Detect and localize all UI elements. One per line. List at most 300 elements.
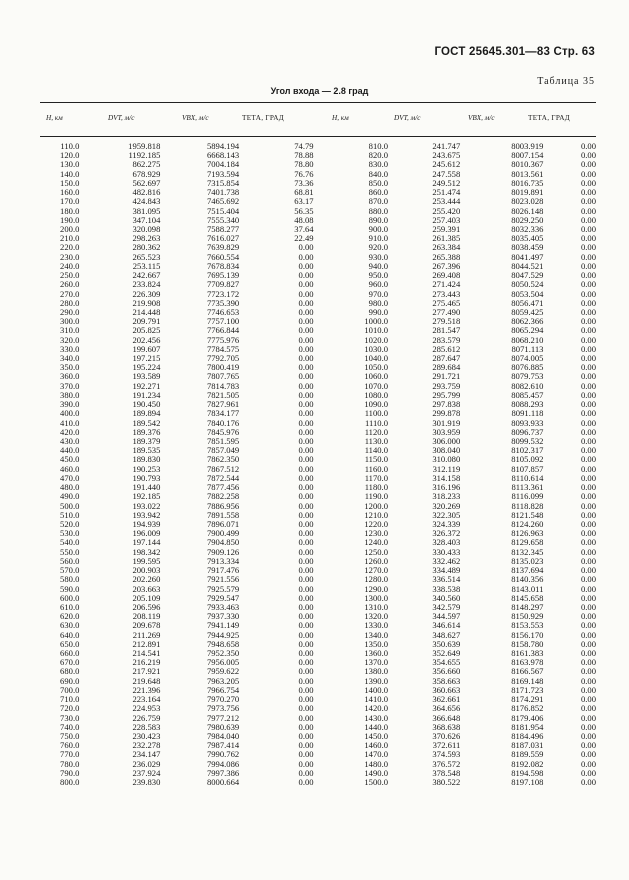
cell-teta-1: 48.08 [294,214,314,225]
cell-h-1: 270.0 [60,288,80,299]
cell-teta-1: 0.00 [298,343,314,354]
cell-teta-1: 0.00 [298,648,314,659]
cell-teta-2: 0.00 [580,270,596,281]
cell-h-1: 380.0 [60,389,80,400]
cell-h-1: 470.0 [60,472,80,483]
cell-dvt-2: 277.490 [432,306,461,317]
cell-vbx-1: 7952.350 [206,648,240,659]
cell-vbx-1: 7465.692 [206,196,240,207]
cell-dvt-1: 197.144 [132,537,161,548]
cell-h-1: 300.0 [60,316,80,327]
cell-vbx-1: 7821.505 [206,389,240,400]
cell-h-1: 530.0 [60,528,80,539]
cell-dvt-1: 265.523 [132,251,161,262]
cell-dvt-2: 279.518 [432,316,461,327]
cell-vbx-2: 8007.154 [511,150,544,161]
cell-h-1: 520.0 [60,518,80,529]
cell-teta-2: 0.00 [580,463,596,474]
cell-h-1: 660.0 [60,648,80,659]
cell-teta-1: 0.00 [298,325,314,336]
cell-dvt-1: 198.342 [132,546,161,557]
cell-vbx-1: 7834.177 [206,408,240,419]
cell-h-1: 210.0 [60,233,80,244]
cell-dvt-1: 1192.185 [128,150,161,161]
cell-h-2: 1460.0 [364,740,389,751]
cell-h-1: 140.0 [60,168,80,179]
cell-vbx-2: 8110.614 [511,472,544,483]
cell-vbx-2: 8047.529 [511,270,544,281]
cell-dvt-1: 192.185 [132,491,161,502]
cell-h-1: 360.0 [60,371,80,382]
cell-h-2: 1020.0 [364,334,389,345]
cell-teta-2: 0.00 [580,251,596,262]
cell-vbx-2: 8166.567 [511,666,544,677]
cell-teta-1: 0.00 [298,279,314,290]
cell-dvt-1: 189.376 [132,426,161,437]
cell-dvt-2: 380.522 [432,777,461,788]
cell-dvt-1: 209.791 [132,316,161,327]
cell-vbx-2: 8035.405 [511,233,544,244]
cell-vbx-2: 8169.148 [511,675,544,686]
cell-vbx-1: 7639.829 [206,242,240,253]
cell-dvt-2: 368.638 [432,721,461,732]
cell-dvt-1: 197.215 [132,353,161,364]
cell-dvt-2: 251.474 [432,187,461,198]
cell-h-1: 340.0 [60,353,80,364]
cell-teta-1: 0.00 [298,657,314,668]
cell-dvt-1: 424.843 [132,196,161,207]
cell-vbx-2: 8153.553 [511,620,544,631]
cell-dvt-1: 191.234 [132,389,161,400]
cell-dvt-1: 205.109 [132,592,161,603]
cell-dvt-2: 285.612 [432,343,461,354]
cell-h-2: 1190.0 [364,491,389,502]
cell-teta-2: 0.00 [580,242,596,253]
cell-vbx-2: 8197.108 [511,777,544,788]
cell-dvt-2: 273.443 [432,288,461,299]
cell-vbx-1: 7723.172 [206,288,240,299]
cell-teta-1: 74.79 [294,141,314,151]
cell-h-1: 630.0 [60,620,80,631]
cell-teta-1: 0.00 [298,601,314,612]
cell-teta-2: 0.00 [580,177,596,188]
cell-vbx-1: 8000.664 [206,777,240,788]
cell-vbx-2: 8129.658 [511,537,544,548]
cell-h-1: 170.0 [60,196,80,207]
cell-teta-2: 0.00 [580,777,596,788]
cell-dvt-2: 267.396 [432,260,461,271]
cell-h-2: 860.0 [368,187,389,198]
cell-dvt-2: 243.675 [432,150,461,161]
cell-teta-1: 22.49 [294,233,314,244]
cell-vbx-1: 7840.176 [206,417,240,428]
cell-dvt-2: 354.655 [432,657,461,668]
column-header-dvt-1: DVT, м/с [108,114,135,122]
cell-dvt-1: 189.542 [132,417,161,428]
cell-dvt-2: 257.403 [432,214,461,225]
cell-teta-2: 0.00 [580,334,596,345]
cell-h-1: 230.0 [60,251,80,262]
cell-h-2: 1380.0 [364,666,389,677]
cell-teta-1: 0.00 [298,565,314,576]
cell-dvt-2: 370.626 [432,731,461,741]
cell-h-1: 280.0 [60,297,80,308]
cell-h-1: 550.0 [60,546,80,557]
cell-dvt-1: 226.759 [132,712,161,723]
cell-h-1: 730.0 [60,712,80,723]
cell-h-2: 1490.0 [364,767,389,778]
cell-h-2: 1090.0 [364,399,389,410]
cell-teta-1: 0.00 [298,353,314,364]
column-header-teta-2: ТЕТА, ГРАД [528,114,570,122]
cell-vbx-2: 8041.497 [511,251,544,262]
cell-dvt-1: 226.309 [132,288,161,299]
cell-vbx-2: 8107.857 [511,463,544,474]
cell-dvt-1: 189.379 [132,436,161,446]
cell-h-1: 250.0 [60,270,80,281]
cell-vbx-1: 7845.976 [206,426,240,437]
cell-h-2: 1270.0 [364,565,389,576]
cell-teta-2: 0.00 [580,648,596,659]
cell-vbx-2: 8096.737 [511,426,544,437]
cell-h-2: 1360.0 [364,648,389,659]
cell-teta-2: 0.00 [580,417,596,428]
cell-dvt-2: 265.388 [432,251,461,262]
cell-teta-1: 0.00 [298,408,314,419]
cell-dvt-2: 299.878 [432,408,461,419]
cell-teta-2: 0.00 [580,565,596,576]
cell-h-1: 490.0 [60,491,80,502]
cell-vbx-2: 8050.524 [511,279,544,290]
cell-h-1: 650.0 [60,638,80,649]
cell-dvt-2: 378.548 [432,767,461,778]
cell-vbx-1: 7315.854 [206,177,240,188]
cell-vbx-2: 8023.028 [511,196,544,207]
cell-dvt-2: 318.233 [432,491,461,502]
cell-vbx-2: 8062.366 [511,316,544,327]
cell-dvt-2: 287.647 [432,353,461,364]
cell-vbx-1: 7933.463 [206,601,240,612]
cell-dvt-1: 212.891 [132,638,161,649]
cell-dvt-2: 247.558 [432,168,461,179]
cell-teta-1: 0.00 [298,270,314,281]
cell-teta-2: 0.00 [580,528,596,539]
cell-dvt-2: 303.959 [432,426,461,437]
cell-vbx-1: 7588.277 [206,223,240,234]
cell-vbx-1: 7956.005 [206,657,240,668]
cell-h-1: 670.0 [60,657,80,668]
cell-h-2: 1160.0 [364,463,389,474]
cell-teta-1: 0.00 [298,675,314,686]
cell-dvt-2: 328.403 [432,537,461,548]
cell-vbx-2: 8029.250 [511,214,544,225]
cell-teta-1: 0.00 [298,777,314,788]
cell-dvt-2: 249.512 [432,177,461,188]
cell-vbx-2: 8056.471 [511,297,544,308]
cell-vbx-1: 7757.100 [206,316,240,327]
cell-dvt-1: 242.667 [132,270,161,281]
cell-vbx-1: 7980.639 [206,721,240,732]
cell-vbx-1: 7616.027 [206,233,240,244]
cell-vbx-1: 7896.071 [206,518,240,529]
cell-dvt-1: 200.903 [132,565,161,576]
cell-vbx-1: 7913.334 [206,555,240,566]
cell-dvt-1: 192.271 [132,380,161,391]
cell-teta-1: 76.76 [294,168,314,179]
cell-teta-1: 0.00 [298,482,314,493]
cell-teta-2: 0.00 [580,187,596,198]
cell-h-1: 800.0 [60,777,80,788]
cell-teta-2: 0.00 [580,491,596,502]
cell-h-1: 640.0 [60,629,80,640]
cell-teta-2: 0.00 [580,574,596,585]
cell-dvt-2: 326.372 [432,528,461,539]
cell-vbx-1: 7948.658 [206,638,240,649]
cell-dvt-1: 194.939 [132,518,161,529]
table-subtitle: Угол входа — 2.8 град [270,86,369,96]
cell-h-2: 1000.0 [364,316,389,327]
cell-h-2: 950.0 [368,270,389,281]
cell-teta-2: 0.00 [580,426,596,437]
cell-teta-1: 0.00 [298,546,314,557]
cell-h-2: 940.0 [368,260,389,271]
cell-dvt-1: 219.648 [132,675,161,686]
cell-teta-2: 0.00 [580,518,596,529]
cell-h-1: 780.0 [60,758,80,769]
cell-h-2: 1350.0 [364,638,389,649]
cell-h-1: 180.0 [60,205,80,216]
cell-vbx-2: 8156.170 [511,629,544,640]
cell-vbx-2: 8145.658 [511,592,544,603]
cell-teta-2: 0.00 [580,168,596,179]
cell-dvt-1: 189.830 [132,454,161,465]
cell-dvt-1: 482.816 [132,187,161,198]
cell-h-1: 400.0 [60,408,80,419]
cell-dvt-1: 189.535 [132,445,161,456]
cell-dvt-2: 342.579 [432,601,461,612]
cell-dvt-2: 350.639 [432,638,461,649]
cell-h-2: 1130.0 [364,436,389,446]
cell-teta-2: 0.00 [580,399,596,410]
cell-vbx-2: 8171.723 [511,684,544,695]
cell-h-1: 120.0 [60,150,80,161]
cell-teta-1: 0.00 [298,583,314,594]
cell-teta-2: 0.00 [580,454,596,465]
cell-vbx-2: 8065.294 [511,325,544,336]
cell-vbx-2: 8126.963 [511,528,544,539]
cell-vbx-1: 7909.126 [206,546,240,557]
cell-dvt-2: 324.339 [432,518,461,529]
cell-teta-2: 0.00 [580,537,596,548]
cell-h-1: 540.0 [60,537,80,548]
cell-h-2: 1110.0 [365,417,389,428]
cell-h-1: 700.0 [60,684,80,695]
cell-vbx-1: 7963.205 [206,675,240,686]
cell-vbx-2: 8099.532 [511,436,544,446]
cell-dvt-2: 340.560 [432,592,461,603]
cell-h-1: 620.0 [60,611,80,622]
cell-dvt-1: 203.663 [132,583,161,594]
cell-dvt-2: 358.663 [432,675,461,686]
cell-teta-1: 0.00 [298,399,314,410]
cell-h-1: 680.0 [60,666,80,677]
cell-vbx-2: 8189.559 [511,749,544,760]
cell-dvt-1: 199.595 [132,555,161,566]
cell-h-1: 510.0 [60,509,80,520]
cell-h-1: 770.0 [60,749,80,760]
cell-dvt-1: 216.219 [132,657,161,668]
cell-vbx-1: 7851.595 [206,436,240,446]
cell-dvt-1: 237.924 [132,767,161,778]
cell-dvt-1: 239.830 [132,777,161,788]
cell-dvt-1: 230.423 [132,731,161,741]
cell-h-1: 220.0 [60,242,80,253]
cell-teta-1: 0.00 [298,436,314,446]
cell-dvt-2: 281.547 [432,325,461,336]
cell-h-2: 1390.0 [364,675,389,686]
cell-teta-1: 0.00 [298,334,314,345]
cell-h-2: 1120.0 [364,426,389,437]
cell-teta-1: 0.00 [298,731,314,741]
cell-dvt-1: 233.824 [132,279,161,290]
cell-teta-1: 78.88 [294,150,314,161]
cell-teta-2: 0.00 [580,657,596,668]
cell-vbx-1: 7882.258 [206,491,240,502]
cell-teta-2: 0.00 [580,703,596,714]
cell-teta-1: 0.00 [298,740,314,751]
cell-teta-1: 0.00 [298,694,314,705]
cell-teta-2: 0.00 [580,749,596,760]
cell-dvt-1: 196.009 [132,528,161,539]
cell-teta-1: 0.00 [298,620,314,631]
cell-vbx-2: 8032.336 [511,223,544,234]
cell-dvt-1: 191.440 [132,482,161,493]
cell-teta-1: 0.00 [298,472,314,483]
column-header-vbx-2: VBX, м/с [468,114,495,122]
cell-teta-1: 0.00 [298,638,314,649]
cell-h-2: 920.0 [368,242,389,253]
cell-vbx-1: 7987.414 [206,740,240,751]
cell-teta-1: 0.00 [298,767,314,778]
cell-vbx-2: 8088.293 [511,399,544,410]
cell-h-2: 1500.0 [364,777,389,788]
cell-h-2: 1260.0 [364,555,389,566]
cell-teta-2: 0.00 [580,371,596,382]
cell-h-1: 500.0 [60,500,80,511]
cell-vbx-2: 8038.459 [511,242,544,253]
cell-teta-2: 0.00 [580,666,596,677]
cell-teta-1: 0.00 [298,684,314,695]
cell-dvt-2: 297.838 [432,399,461,410]
cell-dvt-2: 263.384 [432,242,461,253]
cell-vbx-1: 7515.404 [206,205,240,216]
cell-vbx-2: 8019.891 [511,187,544,198]
cell-h-2: 1050.0 [364,362,389,373]
cell-vbx-1: 7862.350 [206,454,240,465]
cell-vbx-2: 8113.361 [511,482,544,493]
cell-teta-1: 68.81 [294,187,314,198]
cell-vbx-2: 8016.735 [511,177,544,188]
cell-teta-1: 0.00 [298,712,314,723]
cell-dvt-1: 224.953 [132,703,161,714]
column-header-dvt-2: DVT, м/с [394,114,421,122]
cell-teta-2: 0.00 [580,214,596,225]
cell-dvt-2: 291.721 [432,371,461,382]
cell-teta-2: 0.00 [580,141,596,151]
cell-h-2: 1420.0 [364,703,389,714]
cell-h-1: 750.0 [60,731,80,741]
cell-h-1: 480.0 [60,482,80,493]
cell-h-2: 820.0 [368,150,389,161]
cell-h-1: 570.0 [60,565,80,576]
cell-dvt-1: 253.115 [132,260,161,271]
cell-dvt-1: 221.396 [132,684,161,695]
cell-dvt-2: 261.385 [432,233,461,244]
cell-dvt-1: 209.678 [132,620,161,631]
cell-vbx-1: 7800.419 [206,362,240,373]
cell-dvt-2: 344.597 [432,611,461,622]
cell-dvt-2: 322.305 [432,509,461,520]
cell-vbx-2: 8158.780 [511,638,544,649]
cell-teta-1: 0.00 [298,758,314,769]
cell-h-2: 810.0 [368,141,389,151]
cell-teta-2: 0.00 [580,306,596,317]
cell-h-2: 1100.0 [364,408,389,419]
cell-teta-1: 0.00 [298,518,314,529]
cell-dvt-2: 364.656 [432,703,461,714]
cell-dvt-2: 301.919 [432,417,461,428]
data-table [40,142,596,787]
cell-teta-2: 0.00 [580,472,596,483]
cell-h-2: 850.0 [368,177,389,188]
cell-h-1: 320.0 [60,334,80,345]
cell-teta-1: 0.00 [298,260,314,271]
cell-dvt-2: 295.799 [432,389,461,400]
cell-h-2: 1290.0 [364,583,389,594]
cell-teta-1: 0.00 [298,417,314,428]
cell-dvt-2: 346.614 [432,620,461,631]
cell-h-1: 410.0 [60,417,80,428]
cell-teta-2: 0.00 [580,353,596,364]
cell-h-2: 1430.0 [364,712,389,723]
cell-h-1: 130.0 [60,159,80,170]
cell-teta-1: 0.00 [298,371,314,382]
cell-dvt-1: 193.022 [132,500,161,511]
document-reference: ГОСТ 25645.301—83 Стр. 63 [434,46,595,58]
cell-dvt-2: 306.000 [432,436,461,446]
cell-dvt-1: 562.697 [132,177,161,188]
cell-h-1: 350.0 [60,362,80,373]
cell-dvt-2: 308.040 [432,445,461,456]
cell-dvt-1: 199.607 [132,343,161,354]
cell-vbx-1: 7814.783 [206,380,240,391]
cell-vbx-1: 7891.558 [206,509,240,520]
cell-teta-1: 0.00 [298,426,314,437]
table-row [40,778,596,787]
cell-vbx-2: 8013.561 [511,168,544,179]
table-top-rule [40,102,596,103]
cell-teta-2: 0.00 [580,546,596,557]
cell-vbx-2: 8044.521 [511,260,544,271]
cell-teta-1: 0.00 [298,749,314,760]
cell-vbx-2: 8176.852 [511,703,544,714]
cell-vbx-2: 8003.919 [511,141,544,151]
cell-vbx-2: 8068.210 [511,334,544,345]
cell-teta-1: 0.00 [298,288,314,299]
cell-h-2: 1300.0 [364,592,389,603]
cell-teta-2: 0.00 [580,260,596,271]
cell-h-1: 460.0 [60,463,80,474]
